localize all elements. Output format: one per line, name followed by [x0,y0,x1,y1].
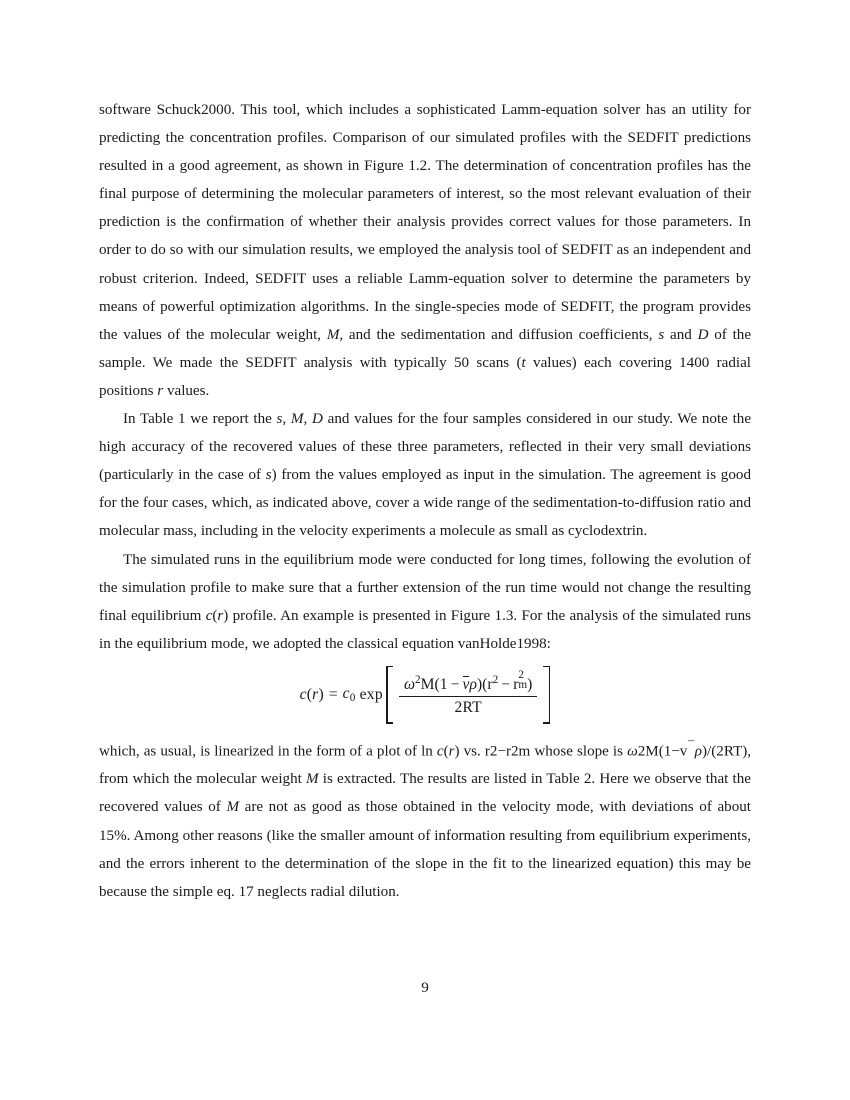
text-run: ) [454,743,460,760]
text-run: 2M(1−v [637,743,688,760]
text-run: , [303,411,312,428]
equals-sign: = [328,685,338,703]
math-variable: r [157,382,164,399]
text-run: ( [212,607,218,624]
text-run: values) each covering 1400 radial positions [99,354,751,399]
page-number: 9 [421,980,429,996]
text-run: of the sample. We made the SEDFIT analysis with typically 50 scans ( [99,326,752,371]
math-variable: s [265,467,272,484]
text-run: is extracted. The results are listed in Table 2. Here we observe that the recovered values of [99,771,751,816]
math-variable: t [521,354,526,371]
macron-accent: ¯ [687,738,695,753]
rho-symbol: ρ [694,743,703,760]
math-variable: r [217,607,224,624]
text-run: ) from the values employed as input in the simulation. The agreement is good for the four cases, which, as indicated above, cover a wide range of the sedimentation-to-diffusion ratio and molecular mass, including in the velocity experiments a molecule as small as cyclodextrin. [99,467,751,540]
display-equation [99,658,751,732]
fraction-numerator: $\omega^2M(1 - \nu\rho)(r^2 - r$ 2 m ) [404,669,533,694]
text-run: ) profile. An example is presented in Figure 1.3. For the analysis of the simulated runs in the equilibrium mode, we adopted the classical equation vanHolde1998: [99,607,751,652]
text-run: , [282,411,291,428]
text-run: and values for the four samples considered in our study. We note the high accuracy of the recovered values of these three parameters, reflected in their very small deviations (particularly in the case of [99,411,752,484]
text-run: are not as good as those obtained in the velocity mode, with deviations of about 15%. Among other reasons (like the smaller amount of information resulting from equilibrium experiments, and the errors inherent to the determination of the slope in the fit to the linearized equation) this may be because the simple eq. 17 neglects radial dilution. [99,799,751,900]
text-run: In Table 1 we report the [123,411,277,428]
text-run: vs. r2−r2m whose slope is [459,743,628,760]
left-bracket [386,666,395,724]
equation-lhs: c(r) [299,685,324,703]
c-zero: $c_0$ [342,685,356,705]
math-variable: s [658,326,665,343]
fraction [399,669,537,717]
math-variable: D [697,326,709,343]
math-variable: r [448,743,455,760]
paragraph-4 [99,732,751,906]
exp-operator: exp [359,685,383,703]
math-variable: M [290,411,304,428]
text-run: and [664,326,698,343]
math-variable: M [226,799,240,816]
math-variable: M [306,771,319,788]
r-m-squared: 2 m [518,669,528,692]
math-variable: M [326,326,340,343]
math-variable: c [205,607,213,624]
math-variable: s [276,411,283,428]
omega-symbol: ω [627,743,638,760]
text-run: )/(2RT), from which the molecular weight [99,743,752,788]
fraction-denominator: 2RT [454,699,482,717]
text-run: ( [443,743,449,760]
text-run: , and the sedimentation and diffusion coefficients, [339,326,659,343]
text-run: values. [163,382,210,399]
paragraph-2 [99,405,751,545]
math-variable: D [312,411,323,428]
paragraph-1 [99,96,751,405]
right-bracket [541,666,550,724]
page-text-block [99,96,751,906]
text-run: software Schuck2000. This tool, which includes a sophisticated Lamm-equation solver has an utility for predicting the concentration profiles. Comparison of our simulated profiles with the SEDFIT predictions resulted in a good agreement, as shown in Figure 1.2. The determination of concentration profiles has the final purpose of determining the molecular parameters of interest, so the most relevant evaluation of their prediction is the confirmation of whether their analysis provides correct values for those parameters. In order to do so with our simulation results, we employed the analysis tool of SEDFIT as an independent and robust criterion. Indeed, SEDFIT uses a reliable Lamm-equation solver to determine the parameters by means of powerful optimization algorithms. In the single-species mode of SEDFIT, the program provides the values of the molecular weight, [99,102,751,343]
text-run: The simulated runs in the equilibrium mode were conducted for long times, following the evolution of the simulation profile to make sure that a further extension of the run time would not change the resulting final equilibrium [99,551,751,624]
paragraph-3 [99,546,751,658]
equation-content [300,666,551,724]
math-variable: c [436,743,444,760]
text-run: which, as usual, is linearized in the form of a plot of ln [99,743,437,760]
